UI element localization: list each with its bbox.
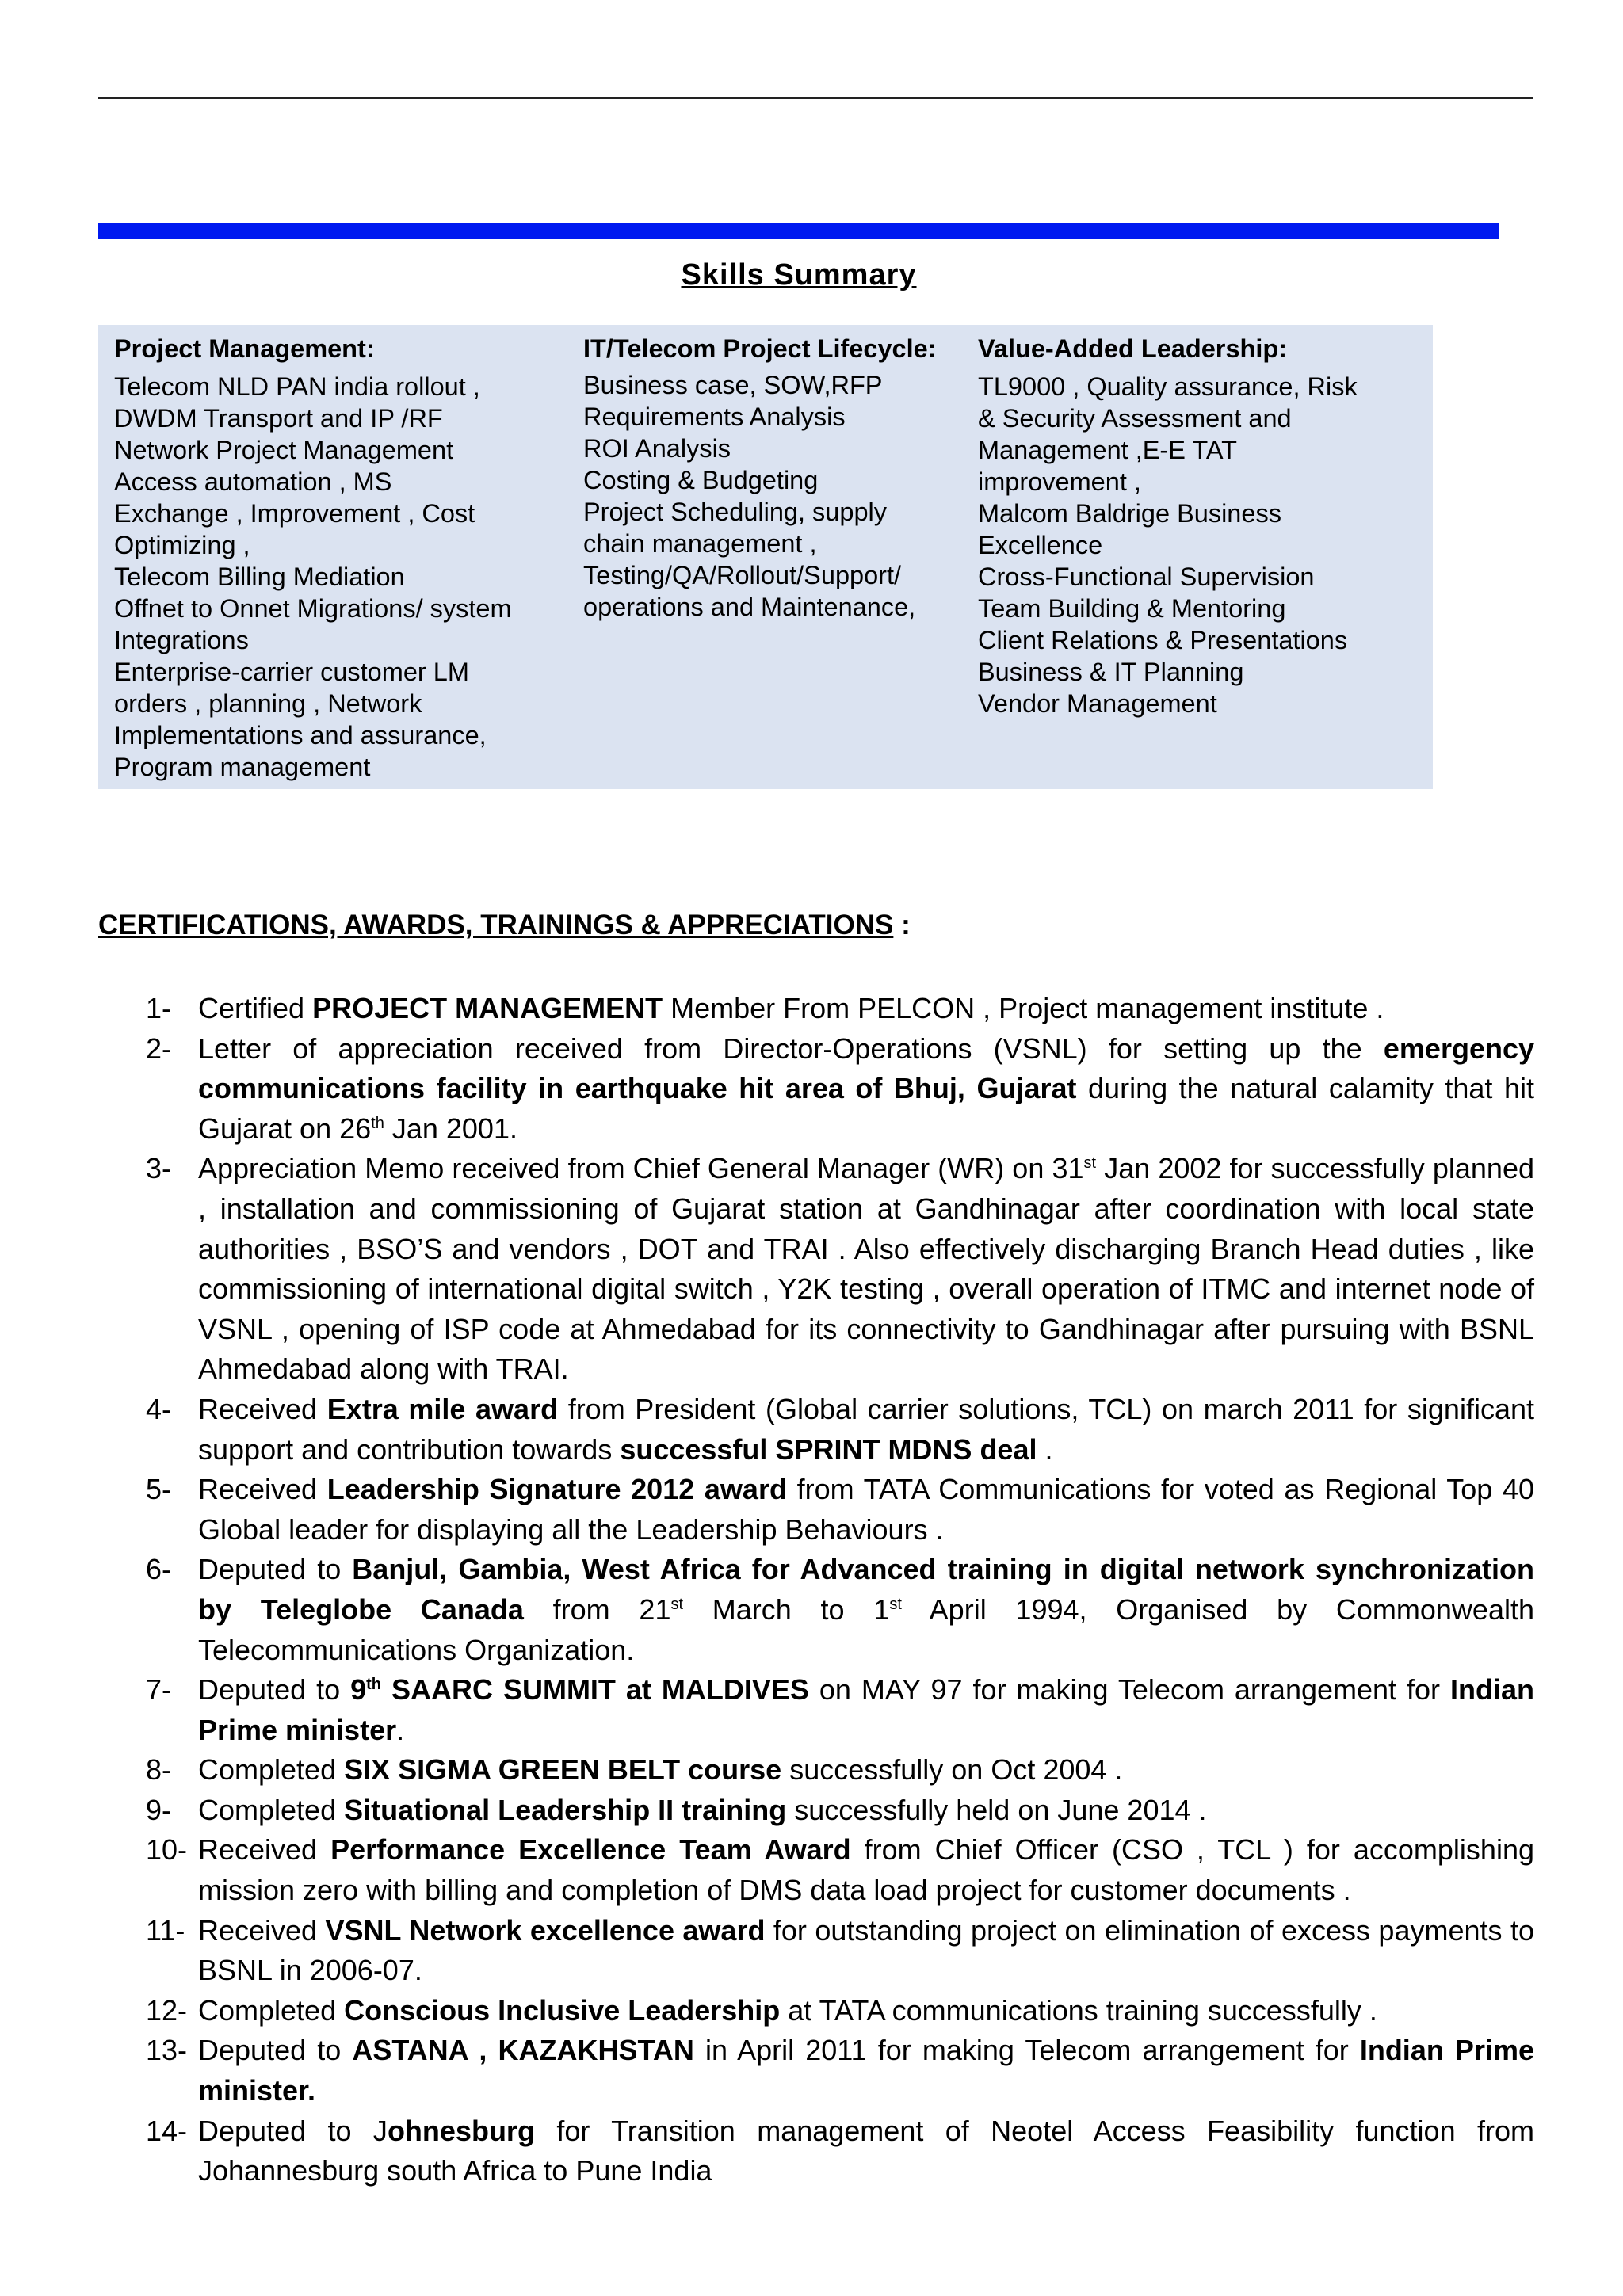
certification-text: for outstanding project on elimination of excess payments to BSNL in 2006-07.: [198, 1913, 1534, 1987]
skills-line: TL9000 , Quality assurance, Risk: [978, 372, 1358, 401]
certification-text: .: [1037, 1432, 1053, 1466]
certification-number: 12-: [146, 1993, 188, 2027]
certification-text: Conscious Inclusive Leadership: [344, 1993, 781, 2027]
certification-text: st: [889, 1595, 902, 1613]
certification-number: 2-: [146, 1032, 172, 1065]
skills-line: Client Relations & Presentations: [978, 626, 1348, 654]
skills-line: Business case, SOW,RFP: [583, 371, 883, 399]
certification-text: Deputed to: [198, 1673, 351, 1707]
skills-column-heading: Project Management:: [114, 334, 375, 363]
certifications-heading: [98, 910, 911, 941]
certification-item: [98, 2031, 1534, 2111]
certification-item: [98, 1830, 1534, 1910]
certification-text: Extra mile award: [327, 1392, 559, 1425]
skills-line: Offnet to Onnet Migrations/ system: [114, 594, 512, 623]
skills-column-heading: Value-Added Leadership:: [978, 334, 1288, 363]
skills-line: Optimizing ,: [114, 531, 250, 559]
certification-item: [98, 1029, 1534, 1150]
certification-text: at TATA communications training successfully .: [780, 1993, 1377, 2027]
skills-column-heading: IT/Telecom Project Lifecycle:: [583, 334, 937, 363]
certification-text: March to 1: [683, 1592, 890, 1626]
skills-line: ROI Analysis: [583, 434, 731, 463]
certification-text: .: [396, 1713, 405, 1746]
certification-text: for Transition management of Neotel Access Feasibility function from Johannesburg south Africa to Pune India: [198, 2114, 1534, 2187]
certification-item: [98, 1470, 1534, 1550]
skills-line: Implementations and assurance,: [114, 721, 487, 749]
certification-text: from Chief Officer (CSO , TCL ) for accomplishing mission zero with billing and completion of DMS data load project for customer documents .: [198, 1833, 1534, 1907]
certification-item: [98, 1750, 1534, 1791]
skills-line: Project Scheduling, supply: [583, 498, 888, 526]
certification-number: 14-: [146, 2114, 188, 2147]
certifications-heading-text: CERTIFICATIONS, AWARDS, TRAININGS & APPRECIATIONS: [98, 910, 894, 940]
skills-line: Testing/QA/Rollout/Support/: [583, 561, 902, 589]
certification-text: Jan 2001.: [384, 1112, 517, 1145]
certification-number: 9-: [146, 1793, 172, 1826]
certification-text: st: [1083, 1154, 1097, 1173]
blue-accent-bar: [98, 223, 1499, 239]
skills-column-it-telecom-lifecycle: [583, 333, 956, 623]
certifications-list: [98, 989, 1534, 2191]
certification-text: Member From PELCON , Project management institute .: [663, 992, 1384, 1024]
certification-text: SAARC SUMMIT at MALDIVES: [381, 1673, 809, 1707]
skills-line: Telecom NLD PAN india rollout ,: [114, 372, 480, 401]
skills-line: Team Building & Mentoring: [978, 594, 1286, 623]
certification-text: Deputed to: [198, 2034, 353, 2067]
certification-text: Received: [198, 1833, 331, 1867]
certification-text: Completed: [198, 1793, 345, 1826]
certification-text: April 1994, Organised by Commonwealth Telecommunications Organization.: [198, 1592, 1534, 1666]
certification-text: from President (Global carrier solutions, TCL) on march 2011 for significant support and contribution towards: [198, 1392, 1535, 1466]
certification-item: [98, 1791, 1534, 1831]
certification-text: th: [371, 1114, 384, 1132]
certification-text: Completed: [198, 1993, 345, 2027]
certification-text: Jan 2002 for successfully planned , installation and commissioning of Gujarat station at Gandhinagar after coordination with local state authorities , BSO’S and vendors , DOT and TRAI . Also effectively discharging Branch Head duties , like commissioning of international digital switch , Y2K testing , overall operation of ITMC and internet node of VSNL , opening of ISP code at Ahmedabad for its connectivity to Gandhinagar after pursuing with BSNL Ahmedabad along with TRAI.: [198, 1152, 1534, 1386]
certification-item: [98, 1390, 1534, 1470]
certification-text: st: [670, 1595, 684, 1613]
certification-text: on MAY 97 for making Telecom arrangement for: [808, 1673, 1450, 1707]
certification-text: PROJECT MANAGEMENT: [312, 992, 663, 1024]
skills-summary-title: Skills Summary: [681, 258, 917, 292]
skills-line: Exchange , Improvement , Cost: [114, 499, 475, 528]
certification-item: [98, 2111, 1534, 2191]
certification-text: during the natural calamity that hit Gujarat on 26: [198, 1072, 1534, 1145]
certification-text: Indian Prime minister.: [198, 2034, 1534, 2107]
certification-text: Completed: [198, 1753, 345, 1787]
skills-line: operations and Maintenance,: [583, 593, 916, 621]
certification-text: VSNL Network excellence award: [325, 1913, 766, 1947]
skills-line: Enterprise-carrier customer LM: [114, 658, 469, 686]
certification-number: 6-: [146, 1553, 172, 1586]
skills-line: Network Project Management: [114, 436, 454, 464]
certifications-heading-suffix: :: [893, 910, 911, 940]
skills-line: & Security Assessment and: [978, 404, 1292, 433]
certification-text: 9: [350, 1673, 367, 1707]
certification-text: from TATA Communications for voted as Regional Top 40 Global leader for displaying all the Leadership Behaviours .: [198, 1473, 1534, 1546]
certification-text: SIX SIGMA GREEN BELT course: [344, 1753, 782, 1787]
certification-text: th: [366, 1676, 381, 1694]
certification-item: [98, 1550, 1534, 1670]
top-rule: [98, 97, 1533, 99]
skills-line: Management ,E-E TAT: [978, 436, 1237, 464]
skills-line: Requirements Analysis: [583, 402, 846, 431]
skills-column-lines: [114, 371, 566, 783]
certification-text: from 21: [523, 1592, 671, 1626]
certification-number: 1-: [146, 992, 172, 1024]
skills-line: Malcom Baldrige Business: [978, 499, 1281, 528]
skills-line: Telecom Billing Mediation: [114, 563, 405, 591]
certification-number: 4-: [146, 1392, 172, 1425]
skills-line: Business & IT Planning: [978, 658, 1244, 686]
skills-line: chain management ,: [583, 529, 817, 558]
certification-item: [98, 1991, 1534, 2031]
certification-text: Banjul, Gambia, West Africa for Advanced training in digital network synchronization by Teleglobe Canada: [198, 1553, 1534, 1626]
certification-text: Received: [198, 1913, 326, 1947]
certification-text: Appreciation Memo received from Chief General Manager (WR) on 31: [198, 1152, 1084, 1185]
certification-number: 8-: [146, 1753, 172, 1787]
skills-line: Program management: [114, 753, 371, 781]
skills-column-project-management: [114, 333, 566, 783]
skills-line: improvement ,: [978, 467, 1141, 496]
skills-line: Integrations: [114, 626, 249, 654]
certification-text: Deputed to: [198, 1553, 353, 1586]
skills-line: Vendor Management: [978, 689, 1217, 718]
skills-column-lines: [583, 369, 956, 623]
certification-text: Deputed to J: [198, 2114, 388, 2147]
certification-text: Indian Prime minister: [198, 1673, 1534, 1746]
certification-text: Letter of appreciation received from Director-Operations (VSNL) for setting up the: [198, 1032, 1384, 1065]
certification-text: successfully held on June 2014 .: [786, 1793, 1207, 1826]
certification-text: Certified: [198, 992, 313, 1024]
skills-line: Costing & Budgeting: [583, 466, 819, 494]
skills-line: Access automation , MS: [114, 467, 392, 496]
skills-column-value-added-leadership: [978, 333, 1422, 719]
certification-text: emergency communications facility in earthquake hit area of Bhuj, Gujarat: [198, 1032, 1534, 1105]
certification-text: successfully on Oct 2004 .: [781, 1753, 1123, 1787]
certification-text: in April 2011 for making Telecom arrangement for: [693, 2034, 1360, 2067]
certification-number: 11-: [146, 1913, 185, 1947]
skills-line: Cross-Functional Supervision: [978, 563, 1315, 591]
skills-line: DWDM Transport and IP /RF: [114, 404, 443, 433]
skills-line: orders , planning , Network: [114, 689, 422, 718]
certification-text: Situational Leadership II training: [344, 1793, 787, 1826]
certification-number: 10-: [146, 1833, 188, 1867]
certification-number: 13-: [146, 2034, 188, 2067]
certification-item: [98, 1911, 1534, 1991]
certification-number: 7-: [146, 1673, 172, 1707]
certification-text: Received: [198, 1473, 327, 1506]
certification-text: Performance Excellence Team Award: [330, 1833, 851, 1867]
skills-line: Excellence: [978, 531, 1103, 559]
certification-item: [98, 989, 1534, 1029]
certification-text: Leadership Signature 2012 award: [327, 1473, 787, 1506]
certification-number: 5-: [146, 1473, 172, 1506]
certification-number: 3-: [146, 1152, 172, 1185]
certification-text: Received: [198, 1392, 327, 1425]
certification-item: [98, 1149, 1534, 1390]
certification-item: [98, 1670, 1534, 1750]
certification-text: successful SPRINT MDNS deal: [620, 1432, 1037, 1466]
skills-column-lines: [978, 371, 1422, 719]
certification-text: ohnesburg: [387, 2114, 535, 2147]
certification-text: ASTANA , KAZAKHSTAN: [352, 2034, 694, 2067]
